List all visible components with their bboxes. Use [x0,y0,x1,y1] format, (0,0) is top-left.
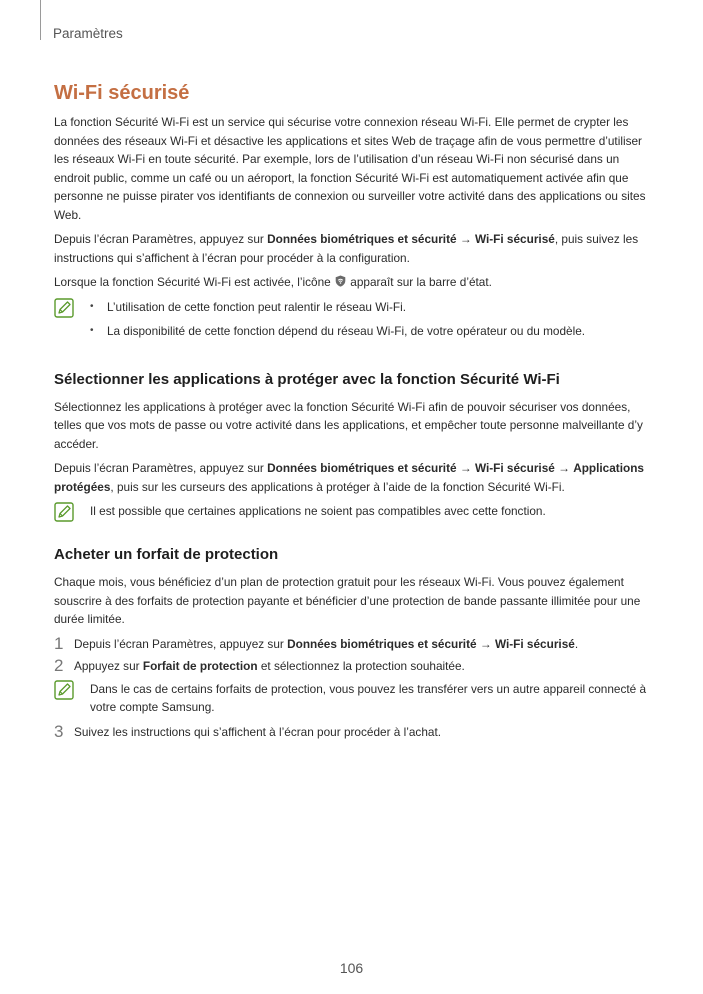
intro-status-icon-sentence: Lorsque la fonction Sécurité Wi-Fi est activée, l’icône apparaît sur la barre d’état. [54,275,492,289]
step-3 [54,723,650,742]
section2-instructions: Depuis l’écran Paramètres, appuyez sur Données biométriques et sécurité → Wi-Fi sécurisé → Applications protégées, puis sur les curseurs des applications à protéger à l’aide de la fonction Sécurité Wi-Fi. [54,461,644,494]
margin-rule [40,0,41,40]
step-number: 2 [54,656,64,675]
step-text: Appuyez sur Forfait de protection et sélectionnez la protection souhaitée. [74,659,465,673]
menu-path-wifi-secure: Wi-Fi sécurisé [474,232,555,246]
menu-path-biometrics: Données biométriques et sécurité [267,232,457,246]
section2-paragraph: Sélectionnez les applications à protéger avec la fonction Sécurité Wi-Fi afin de pouvoir sécuriser vos données, telles que vos mots de passe ou votre activité dans les applications, et empêcher toute personne malveillante d’y accéder. [54,399,643,451]
step-1 [54,635,650,654]
note-body [90,298,650,347]
note-text: Dans le cas de certains forfaits de protection, vous pouvez les transférer vers un autre appareil connecté à votre compte Samsung. [90,681,647,714]
intro-instructions: Depuis l’écran Paramètres, appuyez sur Données biométriques et sécurité → Wi-Fi sécurisé, puis suivez les instructions qui s’affichent à l’écran pour procéder à la configuration. [54,232,639,265]
step-2 [54,657,650,676]
list-item: • La disponibilité de cette fonction dépend du réseau Wi-Fi, de votre opérateur ou du modèle. [90,322,650,341]
note-block [54,298,650,347]
intro-paragraph: La fonction Sécurité Wi-Fi est un service qui sécurise votre connexion réseau Wi-Fi. Elle permet de crypter les données des réseaux Wi-Fi et désactive les applications et sites Web de traçage afin de vous permettre d’utiliser les réseaux Wi-Fi en toute sécurité. Par exemple, lors de l’utilisation d’un réseau Wi-Fi non sécurisé dans un endroit public, comme un café ou un aéroport, la fonction Sécurité Wi-Fi est automatiquement activée afin que personne ne puisse pirater vos identifiants de connexion ou surveiller votre activité dans des applications ou sites Web. [54,115,646,222]
step-text: Depuis l’écran Paramètres, appuyez sur Données biométriques et sécurité → Wi-Fi sécurisé. [74,636,579,651]
list-item: • L’utilisation de cette fonction peut ralentir le réseau Wi-Fi. [90,298,650,317]
note-pencil-icon [54,502,74,522]
note-block [54,502,650,522]
note-body [90,502,650,521]
menu-path-protection-plan: Forfait de protection [142,659,258,673]
section-heading-protected-apps: Sélectionner les applications à protéger avec la fonction Sécurité Wi-Fi [54,370,560,388]
note-text: Il est possible que certaines applications ne soient pas compatibles avec cette fonction. [90,504,546,518]
page-content [54,82,650,745]
section3-paragraph: Chaque mois, vous bénéficiez d’un plan de protection gratuit pour les réseaux Wi-Fi. Vous pouvez également souscrire à des forfaits de protection payante et bénéficier d’une protection de bande passante illimitée pour une durée limitée. [54,575,641,626]
note-body [90,680,650,717]
note-bullet-list [90,298,650,341]
note-block [54,680,650,717]
menu-path-biometrics: Données biométriques et sécurité [267,461,457,475]
section-heading-protection-plan: Acheter un forfait de protection [54,546,279,563]
step-number: 1 [54,633,64,653]
page-number: 106 [339,960,364,976]
menu-path-biometrics: Données biométriques et sécurité [287,636,477,651]
note-pencil-icon [54,680,74,700]
menu-path-wifi-secure: Wi-Fi sécurisé [494,636,575,651]
wifi-shield-icon [335,275,346,287]
menu-path-protected-apps: Applications protégées [54,461,644,494]
page-title: Wi-Fi sécurisé [54,82,190,104]
running-header: Paramètres [53,26,123,41]
step-number: 3 [54,721,64,741]
step-text: Suivez les instructions qui s’affichent à l’écran pour procéder à l’achat. [74,724,441,739]
note-pencil-icon [54,298,74,318]
menu-path-wifi-secure: Wi-Fi sécurisé [474,461,555,475]
